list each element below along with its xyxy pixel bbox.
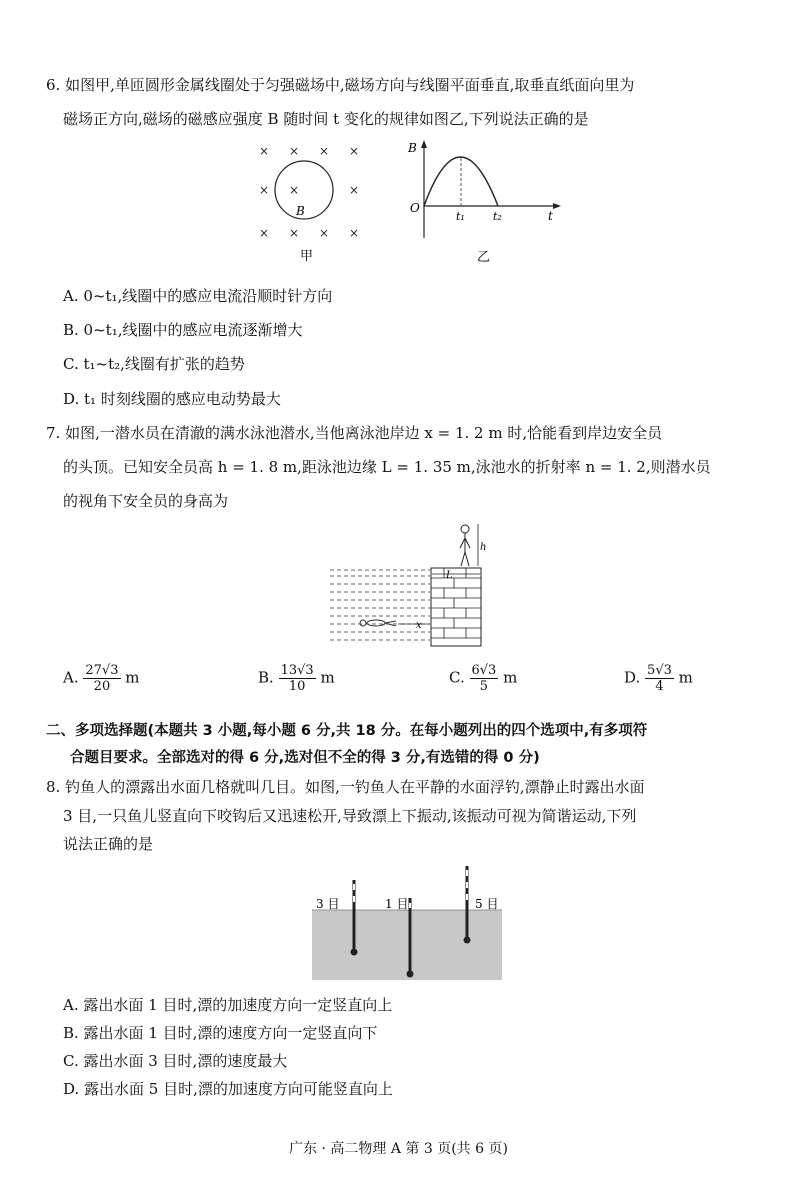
svg-text:t₁: t₁: [456, 210, 465, 223]
svg-text:5 目: 5 目: [475, 897, 499, 911]
svg-text:t: t: [548, 209, 553, 223]
svg-text:×: ×: [259, 226, 270, 240]
q7-option-a: A. $\frac{27√3}{20}$ m: [63, 663, 140, 694]
q6-option-b: B. 0~t₁,线圈中的感应电流逐渐增大: [63, 321, 303, 339]
q6-option-c: C. t₁~t₂,线圈有扩张的趋势: [63, 355, 245, 373]
svg-text:×: ×: [289, 183, 300, 197]
svg-text:×: ×: [349, 183, 360, 197]
caption-jia: 甲: [300, 249, 314, 264]
svg-text:3 目: 3 目: [316, 897, 340, 911]
q6-option-a: A. 0~t₁,线圈中的感应电流沿顺时针方向: [63, 287, 333, 305]
q8-stem-line2: 3 目,一只鱼儿竖直向下咬钩后又迅速松开,导致漂上下振动,该振动可视为简谐运动,下列: [63, 807, 637, 825]
svg-text:L: L: [446, 570, 453, 581]
svg-text:B: B: [408, 141, 417, 155]
svg-text:×: ×: [349, 144, 360, 158]
q7-stem-line3: 的视角下安全员的身高为: [63, 492, 229, 510]
q8-stem-line1: 8. 钓鱼人的漂露出水面几格就叫几目。如图,一钓鱼人在平静的水面浮钓,漂静止时露出水面: [46, 778, 645, 796]
diver-figure: [360, 620, 396, 626]
q8-option-b: B. 露出水面 1 目时,漂的速度方向一定竖直向下: [63, 1024, 378, 1042]
svg-text:t₂: t₂: [493, 210, 502, 223]
svg-text:×: ×: [259, 183, 270, 197]
page-footer: 广东 · 高二物理 A 第 3 页(共 6 页): [289, 1141, 508, 1157]
q8-option-c: C. 露出水面 3 目时,漂的速度最大: [63, 1052, 288, 1070]
lifeguard-figure: [460, 525, 470, 566]
svg-text:h: h: [480, 542, 487, 553]
q7-stem-line1: 7. 如图,一潜水员在清澈的满水泳池潜水,当他离泳池岸边 x = 1. 2 m 时,恰能看到岸边安全员: [46, 424, 663, 442]
q6-option-d: D. t₁ 时刻线圈的感应电动势最大: [63, 390, 281, 408]
section2-heading-line1: 二、多项选择题(本题共 3 小题,每小题 6 分,共 18 分。在每小题列出的四个选项中,有多项符: [46, 723, 648, 739]
q7-option-b: B. $\frac{13√3}{10}$ m: [258, 663, 335, 694]
q6-stem-line1: 6. 如图甲,单匝圆形金属线圈处于匀强磁场中,磁场方向与线圈平面垂直,取垂直纸面向里为: [46, 76, 635, 94]
q6-stem-line2: 磁场正方向,磁场的磁感应强度 B 随时间 t 变化的规律如图乙,下列说法正确的是: [63, 110, 589, 128]
q8-stem-line3: 说法正确的是: [63, 835, 154, 853]
q7-option-c: C. $\frac{6√3}{5}$ m: [449, 663, 518, 694]
q6-figure-yi: [402, 138, 562, 266]
svg-text:×: ×: [319, 144, 330, 158]
caption-yi: 乙: [477, 250, 491, 265]
svg-text:×: ×: [289, 226, 300, 240]
field-label-B: B: [296, 204, 305, 218]
svg-text:×: ×: [259, 144, 270, 158]
pool-wall: [431, 568, 481, 646]
section2-heading-line2: 合题目要求。全部选对的得 6 分,选对但不全的得 3 分,有选错的得 0 分): [70, 750, 540, 766]
q7-figure-pool: [326, 520, 496, 650]
q8-option-d: D. 露出水面 5 目时,漂的加速度方向可能竖直向上: [63, 1080, 393, 1098]
q8-option-a: A. 露出水面 1 目时,漂的加速度方向一定竖直向上: [63, 996, 393, 1014]
svg-text:×: ×: [289, 144, 300, 158]
q6-figure-jia: [250, 140, 370, 265]
svg-text:1 目: 1 目: [385, 897, 409, 911]
svg-text:×: ×: [319, 226, 330, 240]
q8-figure-float: [312, 860, 504, 982]
q7-stem-line2: 的头顶。已知安全员高 h = 1. 8 m,距泳池边缘 L = 1. 35 m,泳池水的折射率 n = 1. 2,则潜水员: [63, 458, 711, 476]
svg-text:O: O: [410, 201, 420, 215]
svg-text:×: ×: [349, 226, 360, 240]
svg-text:x: x: [416, 620, 422, 631]
q7-option-d: D. $\frac{5√3}{4}$ m: [624, 663, 693, 694]
